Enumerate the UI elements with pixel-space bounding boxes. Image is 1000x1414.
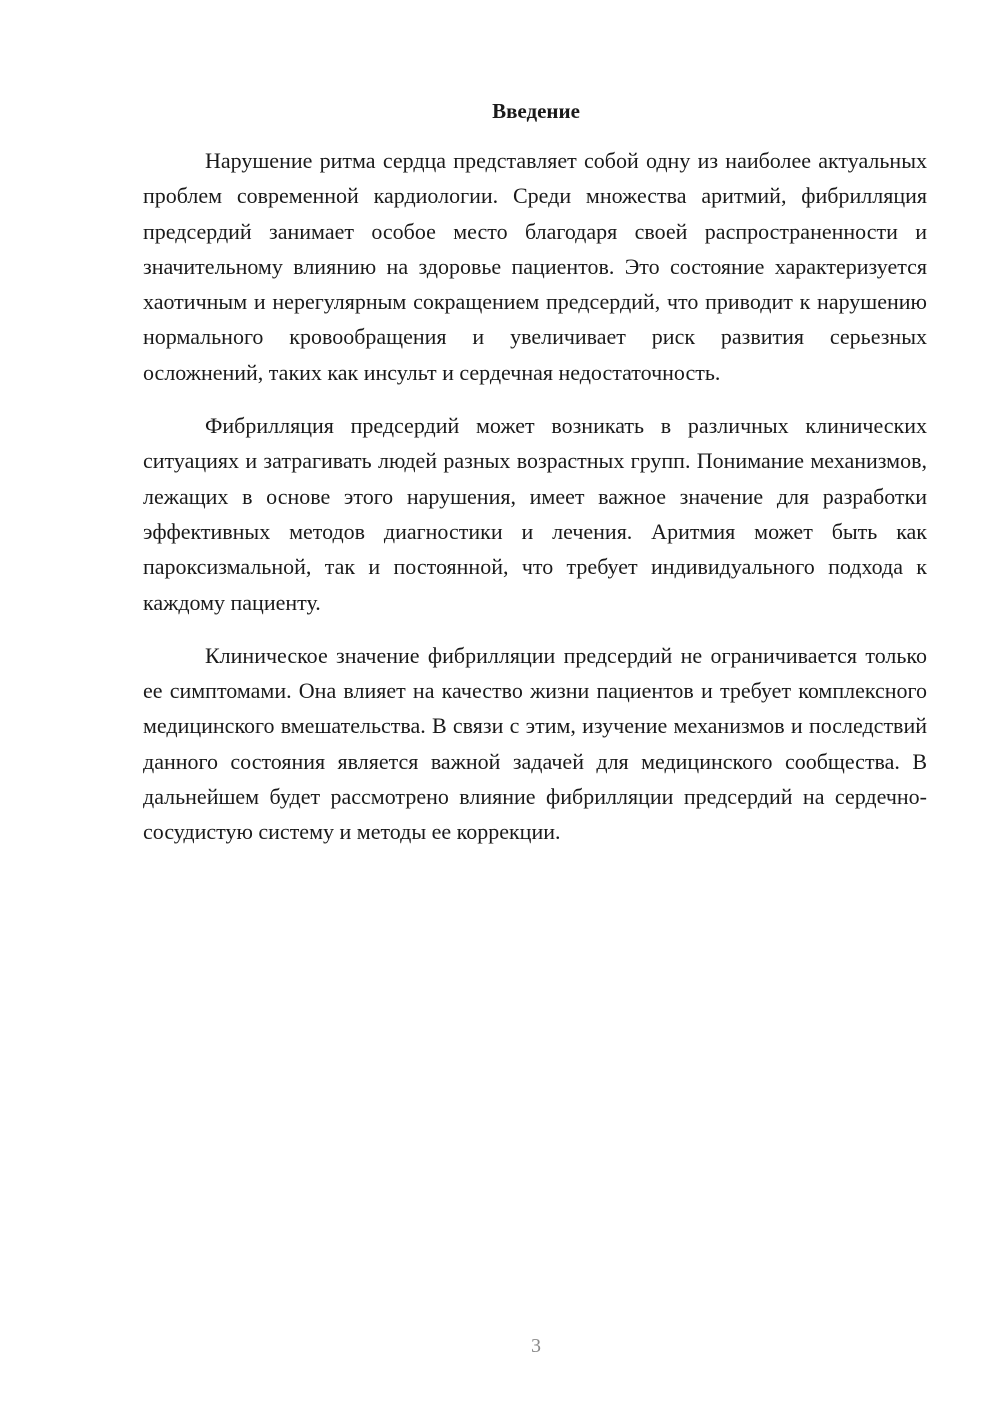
section-heading: Введение [492,99,580,123]
paragraph-2: Фибрилляция предсердий может возникать в различных клинических ситуациях и затрагивать людей разных возрастных групп. Понимание механизмов, лежащих в основе этого нарушения, имеет важное значение для разработки эффективных методов диагностики и лечения. Аритмия может быть как пароксизмальной, так и постоянной, что требует индивидуального подхода к каждому пациенту. [143,413,927,615]
page-number: 3 [531,1335,541,1357]
paragraph-1: Нарушение ритма сердца представляет собой одну из наиболее актуальных проблем современной кардиологии. Среди множества аритмий, фибрилляция предсердий занимает особое место благодаря своей распространенности и значительному влиянию на здоровье пациентов. Это состояние характеризуется хаотичным и нерегулярным сокращением предсердий, что приводит к нарушению нормального кровообращения и увеличивает риск развития серьезных осложнений, таких как инсульт и сердечная недостаточность. [143,148,927,385]
paragraph-3: Клиническое значение фибрилляции предсердий не ограничивается только ее симптомами. Она влияет на качество жизни пациентов и требует комплексного медицинского вмешательства. В связи с этим, изучение механизмов и последствий данного состояния является важной задачей для медицинского сообщества. В дальнейшем будет рассмотрено влияние фибрилляции предсердий на сердечно-сосудистую систему и методы ее коррекции. [143,642,927,845]
section-body [143,143,927,850]
